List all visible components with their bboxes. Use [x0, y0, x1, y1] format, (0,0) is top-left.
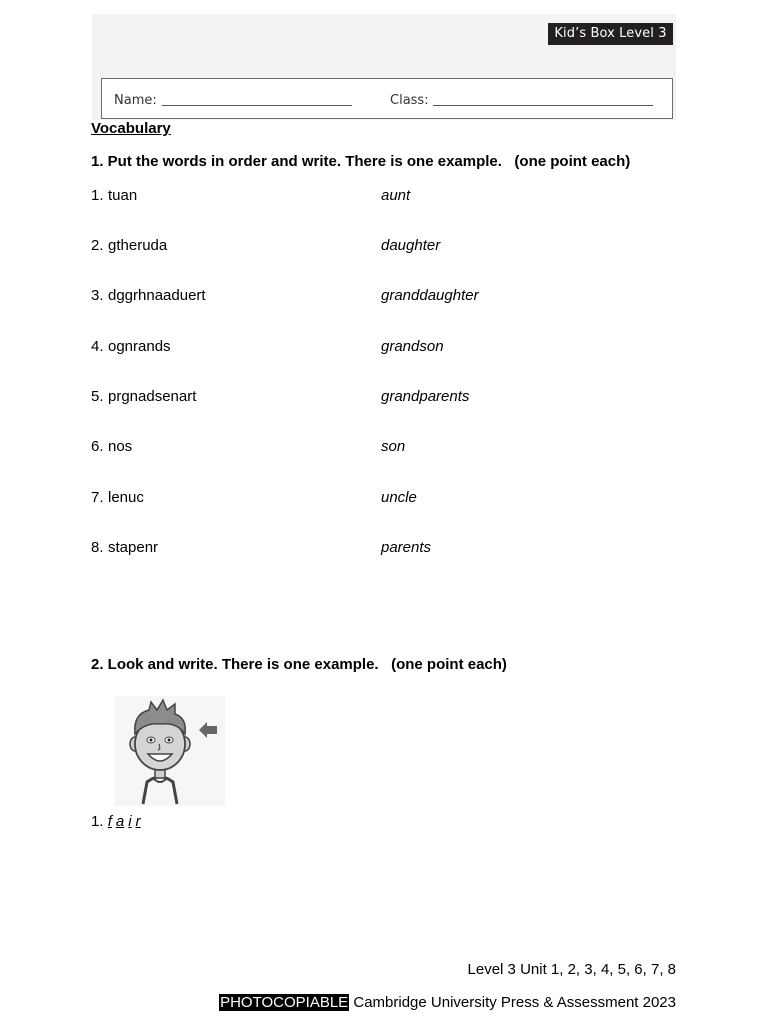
photocopiable-badge: PHOTOCOPIABLE [220, 994, 349, 1011]
scrambled-word: ognrands [108, 338, 171, 355]
scrambled-word: prgnadsenart [108, 388, 197, 405]
example-letter: a [115, 813, 125, 830]
answer-word[interactable]: son [381, 438, 406, 455]
item-number: 3. [91, 287, 104, 304]
item-number: 5. [91, 388, 104, 405]
exercise1-instruction: 1. Put the words in order and write. There is one example. (one point each) [91, 153, 631, 170]
answer-word[interactable]: uncle [381, 489, 417, 506]
answer-word[interactable]: grandparents [381, 388, 470, 405]
example-letter: r [135, 813, 141, 830]
scrambled-word: gtheruda [108, 237, 168, 254]
example-letter: i [128, 813, 132, 830]
item-number: 6. [91, 438, 104, 455]
class-label: Class: [390, 93, 429, 108]
scrambled-word: stapenr [108, 539, 159, 556]
scrambled-word: dggrhnaaduert [108, 287, 206, 304]
scrambled-word: nos [108, 438, 133, 455]
level-badge: Kid’s Box Level 3 [548, 23, 673, 45]
example-number: 1. [91, 813, 104, 830]
list-item [91, 338, 591, 358]
list-item [91, 388, 591, 408]
name-class-box [101, 78, 673, 119]
answer-word[interactable]: parents [381, 539, 432, 556]
name-field[interactable] [162, 105, 352, 106]
answer-word[interactable]: granddaughter [381, 287, 479, 304]
answer-word[interactable]: daughter [381, 237, 441, 254]
answer-word[interactable]: grandson [381, 338, 444, 355]
boy-hair-illustration [115, 696, 225, 806]
list-item [91, 237, 591, 257]
item-number: 1. [91, 187, 104, 204]
exercise2-example [91, 813, 145, 830]
list-item [91, 187, 591, 207]
list-item [91, 489, 591, 509]
scrambled-word: lenuc [108, 489, 144, 506]
item-number: 7. [91, 489, 104, 506]
scrambled-word: tuan [108, 187, 138, 204]
footer-units: Level 3 Unit 1, 2, 3, 4, 5, 6, 7, 8 [467, 961, 676, 978]
exercise2-instruction: 2. Look and write. There is one example. (one point each) [91, 656, 507, 673]
section-title: Vocabulary [91, 120, 171, 137]
copyright-text: Cambridge University Press & Assessment 2023 [349, 994, 676, 1011]
item-number: 4. [91, 338, 104, 355]
answer-word[interactable]: aunt [381, 187, 411, 204]
item-number: 8. [91, 539, 104, 556]
example-letter: f [107, 813, 112, 830]
name-label: Name: [114, 93, 157, 108]
class-field[interactable] [433, 105, 653, 106]
list-item [91, 539, 591, 559]
item-number: 2. [91, 237, 104, 254]
list-item [91, 287, 591, 307]
list-item [91, 438, 591, 458]
footer-copyright [219, 994, 676, 1011]
